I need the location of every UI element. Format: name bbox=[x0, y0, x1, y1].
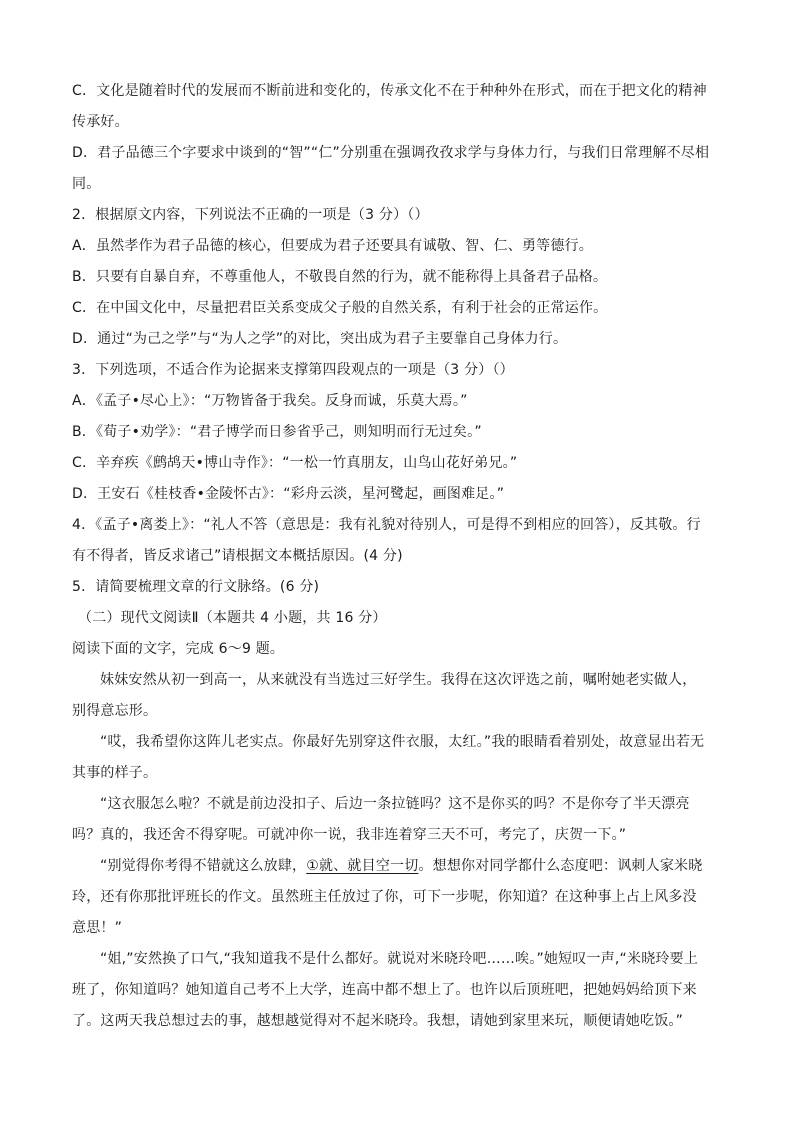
story-paragraph-1-line-1: 妹妹安然从初一到高一，从来就没有当选过三好学生。我得在这次评选之前，嘱咐她老实做人， bbox=[100, 672, 697, 688]
story-paragraph-4-line-2: 玲，还有你那批评班长的作文。虽然班主任放过了你，可下一步呢，你知道？在这种事上占上风多没 bbox=[72, 889, 697, 905]
story-paragraph-3-line-1: “这衣服怎么啦？不就是前边没扣子、后边一条拉链吗？这不是你买的吗？不是你夸了半天漂亮 bbox=[100, 796, 690, 812]
document-page bbox=[72, 76, 728, 1037]
question-4-line-1: 4．《孟子•离娄上》：“礼人不答（意思是：我有礼貌对待别人，可是得不到相应的回答），反其敬。行 bbox=[72, 517, 701, 533]
story-paragraph-4-suffix: 。想想你对同学都什么态度吧：讽刺人家米晓 bbox=[418, 858, 703, 874]
story-paragraph-5-line-2: 班了，你知道吗？她知道自己考不上大学，连高中都不想上了。也许以后顶班吧，把她妈妈给顶下来 bbox=[72, 982, 697, 998]
section-2-heading: （二）现代文阅读Ⅱ（本题共 4 小题，共 16 分） bbox=[78, 610, 387, 626]
option-d-line-2: 同。 bbox=[72, 176, 101, 192]
question-4-line-2: 有不得者，皆反求诸己”请根据文本概括原因。(4 分) bbox=[72, 548, 403, 564]
question-2-stem: 2．根据原文内容，下列说法不正确的一项是（3 分）（） bbox=[72, 207, 429, 223]
story-paragraph-2-line-2: 其事的样子。 bbox=[72, 765, 158, 781]
story-paragraph-2-line-1: “哎，我希望你这阵儿老实点。你最好先别穿这件衣服，太红。”我的眼睛看着别处，故意显出若无 bbox=[100, 734, 705, 750]
story-paragraph-5-line-1: “姐,”安然换了口气,“我知道我不是什么都好。就说对米晓玲吧……唉。”她短叹一声,“米晓玲要上 bbox=[100, 951, 699, 967]
question-3-option-d: D．王安石《桂枝香•金陵怀古》：“彩舟云淡，星河鹭起，画图难足。” bbox=[72, 486, 505, 502]
question-2-option-a: A．虽然孝作为君子品德的核心，但要成为君子还要具有诚敬、智、仁、勇等德行。 bbox=[72, 238, 593, 254]
question-3-option-b: B．《荀子•劝学》：“君子博学而日参省乎己，则知明而行无过矣。” bbox=[72, 424, 482, 440]
story-paragraph-4-line-1 bbox=[72, 851, 728, 882]
story-paragraph-5-line-3: 了。这两天我总想过去的事，越想越觉得对不起米晓玲。我想，请她到家里来玩，顺便请她吃饭。” bbox=[72, 1013, 684, 1029]
option-c-line-2: 传承好。 bbox=[72, 114, 129, 130]
question-2-option-b: B．只要有自暴自弃，不尊重他人，不敬畏自然的行为，就不能称得上具备君子品格。 bbox=[72, 269, 608, 285]
question-5: 5．请简要梳理文章的行文脉络。(6 分) bbox=[72, 579, 320, 595]
underlined-sentence-1: ①就、就目空一切 bbox=[306, 858, 419, 874]
question-3-stem: 3．下列选项，不适合作为论据来支撑第四段观点的一项是（3 分）（） bbox=[72, 362, 514, 378]
section-2-instruction: 阅读下面的文字，完成 6～9 题。 bbox=[72, 641, 285, 657]
story-paragraph-4-line-3: 意思！” bbox=[72, 920, 123, 936]
story-paragraph-1-line-2: 别得意忘形。 bbox=[72, 703, 158, 719]
question-2-option-c: C．在中国文化中，尽量把君臣关系变成父子般的自然关系，有利于社会的正常运作。 bbox=[72, 300, 608, 316]
question-3-option-a: A．《孟子•尽心上》：“万物皆备于我矣。反身而诚，乐莫大焉。” bbox=[72, 393, 468, 409]
question-3-option-c: C．辛弃疾《鹧鸪天•博山寺作》：“一松一竹真朋友，山鸟山花好弟兄。” bbox=[72, 455, 518, 471]
option-c-line-1: C．文化是随着时代的发展而不断前进和变化的，传承文化不在于种种外在形式，而在于把文化的精神 bbox=[72, 83, 707, 99]
story-paragraph-3-line-2: 吗？真的，我还舍不得穿呢。可就冲你一说，我非连着穿三天不可，考完了，庆贺一下。” bbox=[72, 827, 627, 843]
option-d-line-1: D．君子品德三个字要求中谈到的“智”“仁”分别重在强调孜孜求学与身体力行，与我们日常理解不尽相 bbox=[72, 145, 710, 161]
story-paragraph-4-prefix: “别觉得你考得不错就这么放肆， bbox=[100, 858, 307, 874]
question-2-option-d: D．通过“为己之学”与“为人之学”的对比，突出成为君子主要靠自己身体力行。 bbox=[72, 331, 568, 347]
